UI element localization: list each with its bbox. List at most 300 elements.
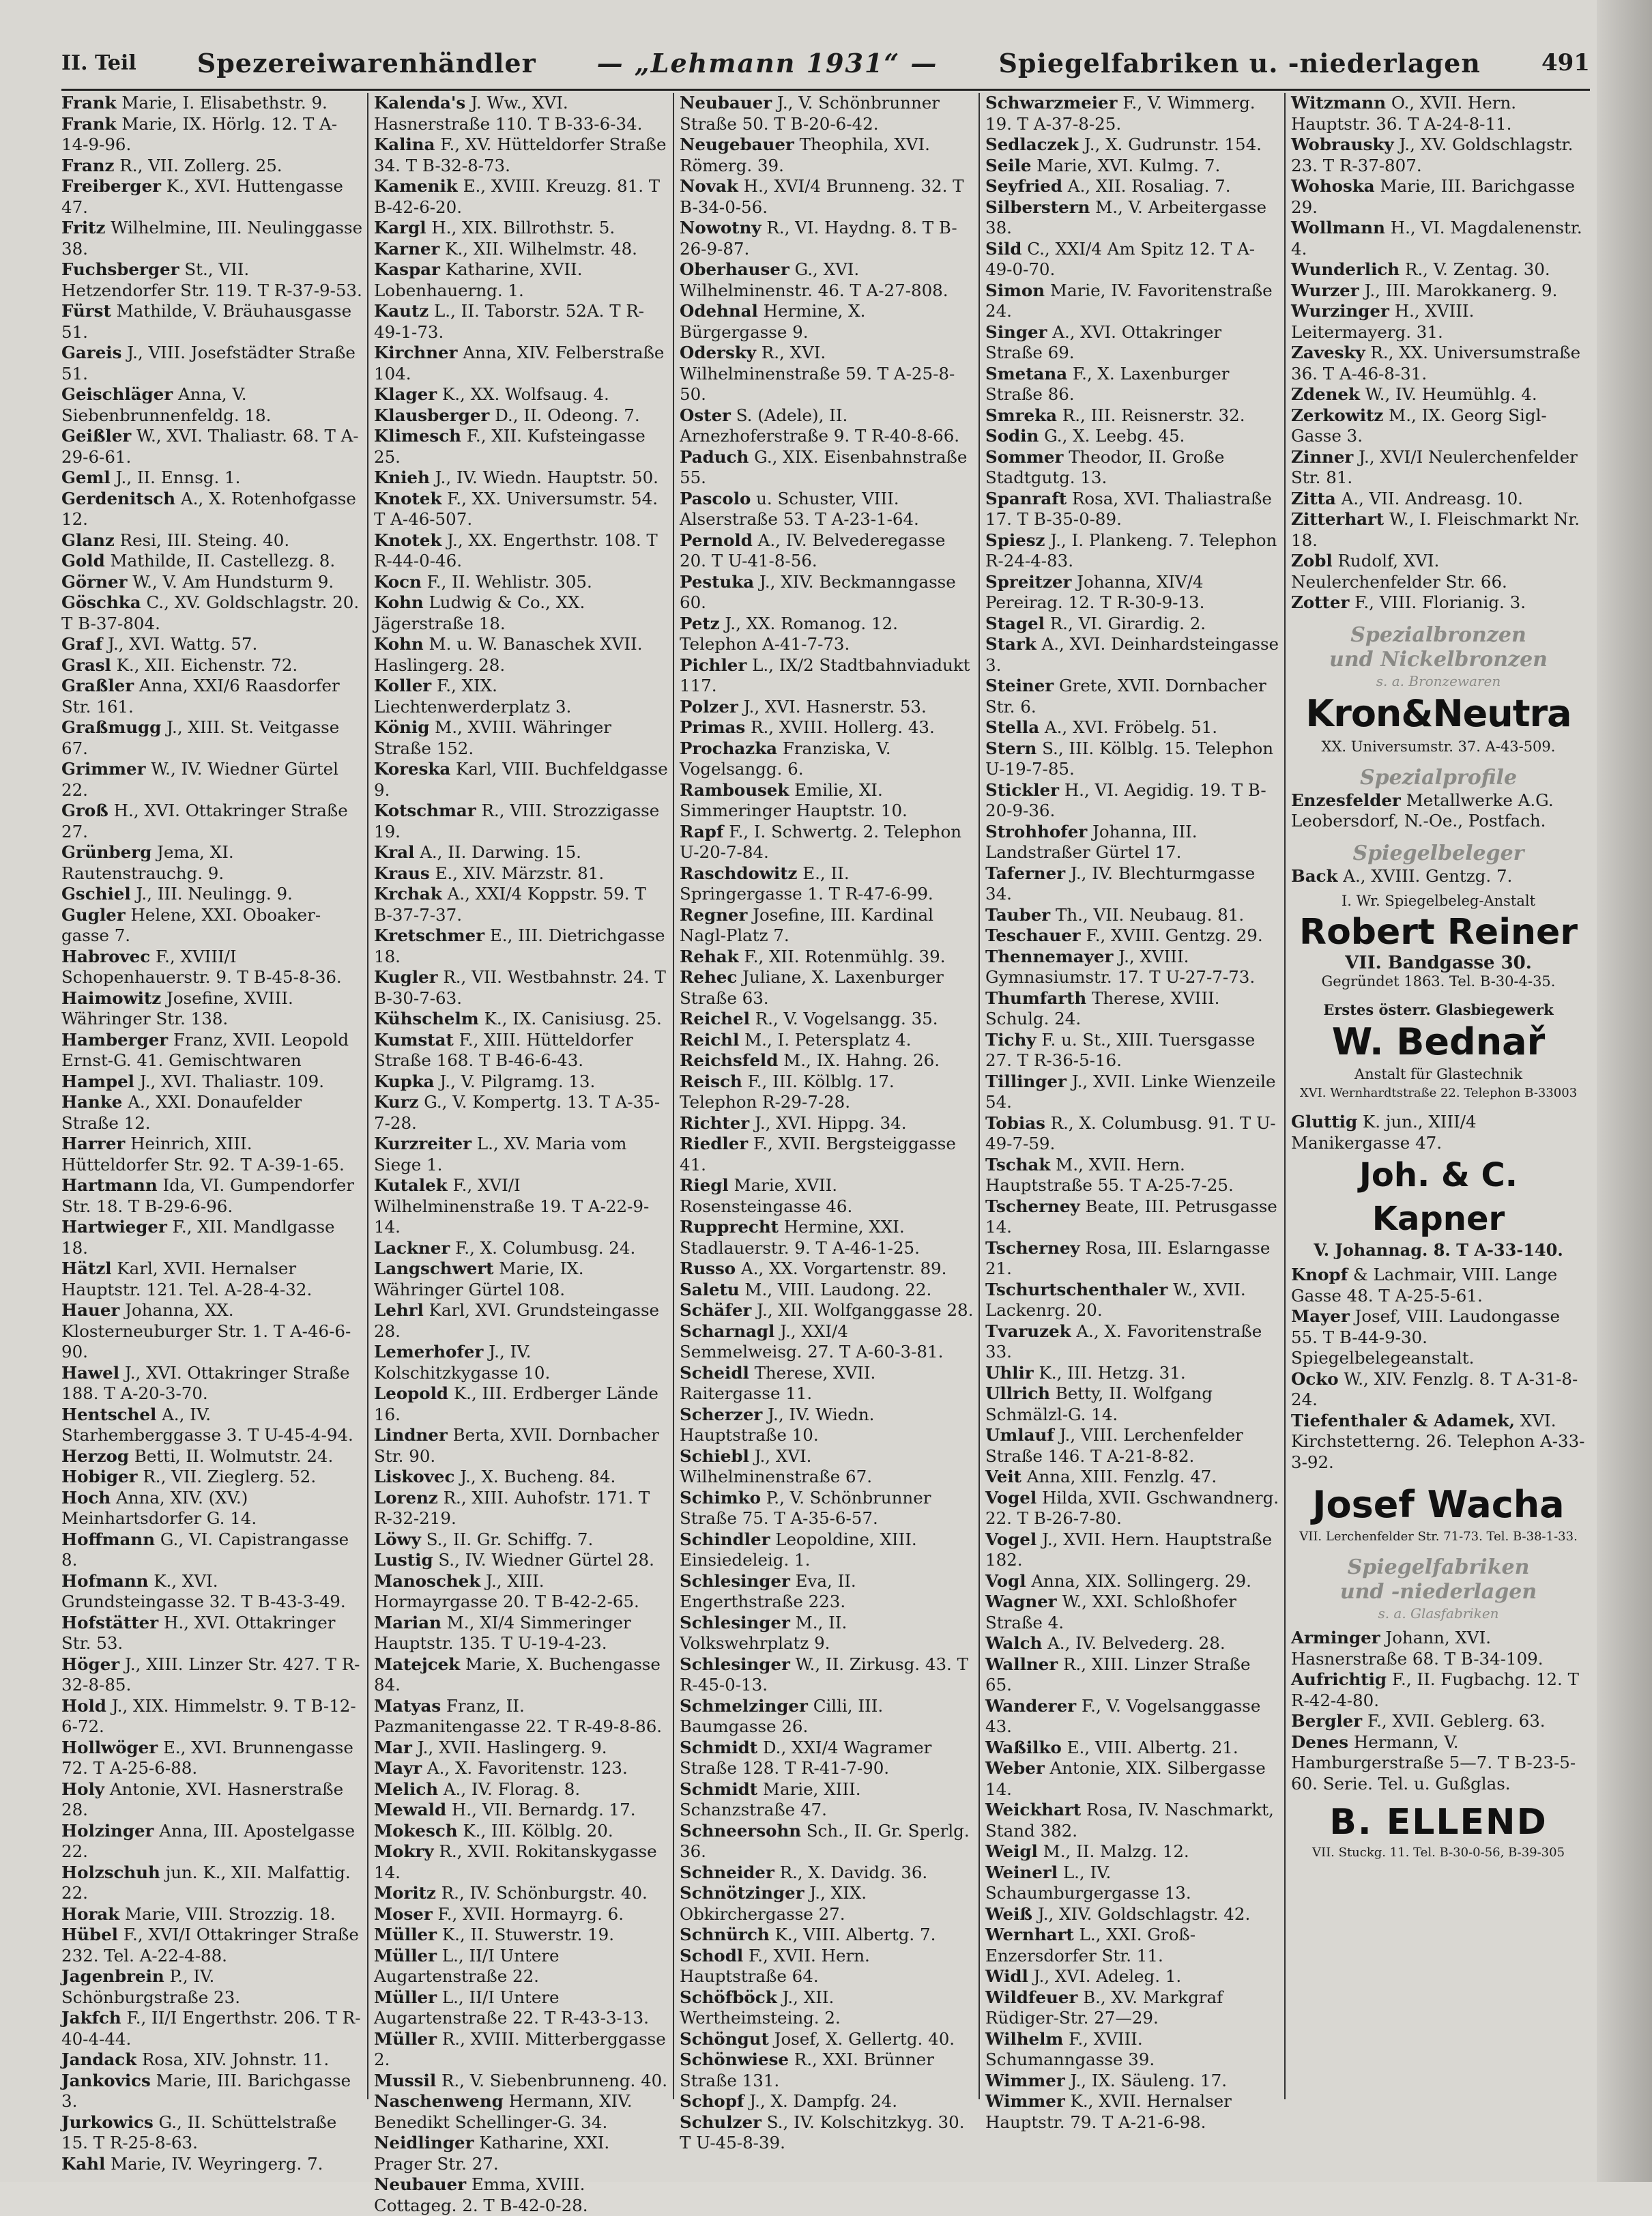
directory-entry xyxy=(374,1613,669,1654)
entry-name: Aufrichtig xyxy=(1291,1669,1387,1689)
directory-entry xyxy=(680,614,974,655)
entry-name: Kohn xyxy=(374,592,424,612)
entry-details: Betty, II. Wolfgang Schmälzl-G. 14. xyxy=(985,1383,1213,1424)
directory-entry xyxy=(985,925,1280,947)
entry-name: Leopold xyxy=(374,1383,449,1403)
entry-details: A., II. Darwing. 15. xyxy=(420,842,581,862)
directory-entry xyxy=(61,1217,363,1258)
directory-entry xyxy=(680,780,974,822)
entry-details: R., VII. Zieglerg. 52. xyxy=(143,1467,317,1486)
section-spiegelfabriken-see: s. a. Glasfabriken xyxy=(1378,1605,1499,1622)
entry-name: Kaspar xyxy=(374,259,440,279)
directory-entry xyxy=(374,842,669,863)
page-edge-shadow xyxy=(1597,0,1652,2182)
entry-details: W., XXI. Schloßhofer Straße 4. xyxy=(985,1592,1236,1632)
directory-entry xyxy=(985,1321,1280,1363)
directory-entry xyxy=(680,2091,974,2112)
entry-details: F., XVIII/I Schopenhauerstr. 9. T B-45-8-36. xyxy=(61,946,342,987)
entry-details: Ida, VI. Gumpendorfer Str. 18. T B-29-6-96. xyxy=(61,1175,354,1216)
entry-name: Mayr xyxy=(374,1758,422,1778)
directory-entry xyxy=(374,1342,669,1383)
entry-details: Emma, XVIII. Cottageg. 2. T B-42-0-28. xyxy=(374,2174,588,2215)
entry-name: Kutalek xyxy=(374,1175,448,1195)
directory-entry xyxy=(985,134,1280,156)
directory-entry xyxy=(1291,447,1586,489)
directory-entry xyxy=(680,1050,974,1071)
ad-wacha-brand: Josef Wacha xyxy=(1312,1483,1565,1526)
directory-entry xyxy=(680,1134,974,1175)
directory-entry xyxy=(680,1488,974,1529)
ad-bednar-line1: Anstalt für Glastechnik xyxy=(1354,1066,1523,1082)
entry-details: K., IX. Canisiusg. 25. xyxy=(484,1009,662,1028)
directory-entry xyxy=(1291,343,1586,384)
directory-entry xyxy=(61,93,363,114)
entry-name: Hanke xyxy=(61,1092,123,1112)
entry-details: Anna, XIV. Felberstraße 104. xyxy=(374,343,665,384)
entry-name: Schimko xyxy=(680,1487,761,1508)
entry-details: R., XVIII. Mitterberggasse 2. xyxy=(374,2028,666,2069)
entry-name: Tscherney xyxy=(985,1237,1080,1258)
directory-entry xyxy=(680,967,974,1009)
directory-entry xyxy=(985,1030,1280,1071)
entry-details: K., XX. Wolfsaug. 4. xyxy=(441,384,609,404)
entry-details: E., XVI. Brunnengasse 72. T A-25-6-88. xyxy=(61,1737,353,1778)
entry-name: Wallner xyxy=(985,1654,1058,1674)
entry-details: Josefine, III. Kardinal Nagl-Platz 7. xyxy=(680,904,933,945)
entry-name: Müller xyxy=(374,2028,437,2049)
entry-details: K., VIII. Albertg. 7. xyxy=(774,1925,936,1944)
entry-name: Jurkowics xyxy=(61,2112,154,2132)
directory-entry xyxy=(61,1258,363,1300)
entry-details: F., XVII. Geblerg. 63. xyxy=(1367,1711,1546,1731)
directory-entry xyxy=(1291,134,1586,176)
directory-entry xyxy=(61,947,363,988)
entry-name: Matyas xyxy=(374,1695,441,1716)
entry-details: G., XIX. Eisenbahnstraße 55. xyxy=(680,446,968,487)
section-left-title: Spezereiwarenhändler xyxy=(197,47,536,78)
entry-name: Novak xyxy=(680,176,738,196)
entry-details: L., XXI. Groß-Enzersdorfer Str. 11. xyxy=(985,1925,1195,1966)
entry-name: Hofmann xyxy=(61,1570,149,1591)
entry-name: Wobrausky xyxy=(1291,134,1394,154)
entry-name: Pestuka xyxy=(680,571,755,592)
entry-name: Haimowitz xyxy=(61,988,162,1008)
entry-details: R., XX. Universumstraße 36. T A-46-8-31. xyxy=(1291,343,1581,384)
directory-entry xyxy=(1291,1669,1586,1711)
directory-entry xyxy=(374,1800,669,1821)
directory-entry xyxy=(374,863,669,884)
directory-entry xyxy=(985,634,1280,676)
ad-kapner-brand: Joh. & C. Kapner xyxy=(1359,1156,1518,1238)
entry-details: J., XII. Wolfganggasse 28. xyxy=(757,1300,974,1320)
entry-name: Moser xyxy=(374,1903,433,1924)
entry-details: R., V. Zentag. 30. xyxy=(1404,259,1550,279)
entry-name: Schindler xyxy=(680,1529,770,1549)
directory-entry xyxy=(1291,384,1586,405)
directory-entry xyxy=(374,572,669,593)
directory-entry xyxy=(1291,1265,1586,1306)
ad-spezialbronzen-heading-1: Spezialbronzen xyxy=(1350,622,1526,647)
entry-name: Scheidl xyxy=(680,1362,749,1383)
entry-name: Gold xyxy=(61,551,105,571)
directory-entry xyxy=(61,1488,363,1529)
directory-entry xyxy=(374,2174,669,2216)
entry-details: A., IV. Florag. 8. xyxy=(443,1779,581,1799)
directory-entry xyxy=(374,1092,669,1134)
entry-name: Reisch xyxy=(680,1071,742,1091)
entry-details: Rosa, XVI. Thaliastraße 17. T B-35-0-89. xyxy=(985,488,1272,529)
directory-entry xyxy=(374,405,669,427)
entry-name: Fritz xyxy=(61,218,106,238)
entry-details: J., XIII. Hormayrgasse 20. T B-42-2-65. xyxy=(374,1570,639,1611)
directory-entry xyxy=(374,1821,669,1842)
directory-entry xyxy=(61,1738,363,1779)
entry-details: M., II. Malzg. 12. xyxy=(1043,1841,1189,1861)
entry-gluttig: Gluttig K. jun., XIII/4 Manikergasse 47. xyxy=(1291,1112,1477,1153)
entry-details: Anna, XIII. Fenzlg. 47. xyxy=(1026,1467,1217,1486)
entry-details: J., IV. Wiedn. Hauptstraße 10. xyxy=(680,1404,875,1445)
directory-entry xyxy=(374,1883,669,1904)
entry-details: Marie, X. Buchengasse 84. xyxy=(374,1654,661,1695)
entry-name: Scherzer xyxy=(680,1404,763,1424)
directory-entry xyxy=(680,1529,974,1571)
entry-details: J., XX. Romanog. 12. Telephon A-41-7-73. xyxy=(680,613,898,654)
directory-entry xyxy=(61,114,363,156)
directory-entry xyxy=(985,1488,1280,1529)
entry-name: Freiberger xyxy=(61,176,162,196)
entry-details: Hermann, XIV. Benedikt Schellinger-G. 34. xyxy=(374,2091,633,2132)
entry-name: Schöfböck xyxy=(680,1987,777,2007)
entry-name: Grimmer xyxy=(61,759,146,779)
entry-details: Marie, IV. Favoritenstraße 24. xyxy=(985,280,1273,321)
directory-entry xyxy=(680,1571,974,1613)
entry-details: Hilda, XVII. Gschwandnerg. 22. T B-26-7-80. xyxy=(985,1487,1279,1528)
entry-name: Hoch xyxy=(61,1487,111,1508)
directory-entry xyxy=(985,1383,1280,1425)
directory-entry xyxy=(680,822,974,863)
entry-name: Schneider xyxy=(680,1862,774,1882)
directory-entry xyxy=(1291,1732,1586,1795)
entry-name: Stella xyxy=(985,717,1040,737)
entry-name: Geißler xyxy=(61,426,132,446)
entry-details: u. Schuster, VIII. Alserstraße 53. T A-23-1-64. xyxy=(680,488,919,529)
entry-name: Tillinger xyxy=(985,1071,1067,1091)
entry-name: Koreska xyxy=(374,759,451,779)
entry-name: Müller xyxy=(374,1925,437,1944)
entry-details: Hermine, X. Bürgergasse 9. xyxy=(680,301,866,342)
entry-name: Hätzl xyxy=(61,1258,112,1278)
entry-name: Oberhauser xyxy=(680,259,789,279)
entry-details: J., III. Neulingg. 9. xyxy=(136,884,293,904)
entry-details: S., IV. Kolschitzkyg. 30. T U-45-8-39. xyxy=(680,2112,965,2153)
directory-entry xyxy=(985,405,1280,427)
entry-back: Back A., XVIII. Gentzg. 7. xyxy=(1291,865,1513,886)
entry-details: P., V. Schönbrunner Straße 75. T A-35-6-57. xyxy=(680,1487,931,1528)
section-spiegelfabriken-2: und -niederlagen xyxy=(1339,1580,1537,1604)
directory-entry xyxy=(374,489,669,530)
directory-entry xyxy=(374,717,669,759)
entry-name: Umlauf xyxy=(985,1425,1054,1445)
directory-entry xyxy=(680,1258,974,1280)
entry-name: Gerdenitsch xyxy=(61,488,176,508)
directory-entry xyxy=(1291,1306,1586,1369)
entry-name: Herzog xyxy=(61,1445,130,1466)
directory-entry xyxy=(680,697,974,718)
entry-details: R., XVIII. Hollerg. 43. xyxy=(751,717,935,737)
entry-details: Franz, XVII. Leopold Ernst-G. 41. Gemischtwaren xyxy=(61,1029,349,1070)
directory-entry xyxy=(374,1238,669,1259)
entry-name: Wernhart xyxy=(985,1925,1074,1944)
entry-details: K., XII. Wilhelmstr. 48. xyxy=(445,238,637,259)
entry-name: Marian xyxy=(374,1612,441,1632)
directory-entry xyxy=(61,384,363,426)
entry-name: Russo xyxy=(680,1258,736,1278)
entry-name: Naschenweng xyxy=(374,2091,504,2111)
directory-entry xyxy=(985,1862,1280,1904)
directory-entry xyxy=(61,676,363,717)
directory-entry xyxy=(985,1592,1280,1633)
entry-details: E., XIV. Märzstr. 81. xyxy=(435,863,605,883)
directory-entry xyxy=(374,884,669,925)
entry-name: Tscherney xyxy=(985,1196,1080,1216)
directory-entry xyxy=(61,1405,363,1446)
entry-name: Lustig xyxy=(374,1550,433,1570)
entry-details: Josef, X. Gellertg. 40. xyxy=(774,2028,955,2049)
entry-details: H., VI. Magdalenenstr. 4. xyxy=(1291,218,1582,259)
entry-name: Kalenda's xyxy=(374,93,466,113)
entry-name: Rehak xyxy=(680,946,739,966)
entry-name: Lehrl xyxy=(374,1300,424,1320)
directory-entry xyxy=(680,176,974,218)
directory-entry xyxy=(374,1425,669,1467)
entry-details: E., XVIII. Kreuzg. 81. T B-42-6-20. xyxy=(374,176,661,217)
directory-entry xyxy=(61,1030,363,1071)
entry-name: Schäfer xyxy=(680,1300,752,1320)
entry-name: Strohhofer xyxy=(985,821,1088,841)
entry-details: H., VI. Aegidig. 19. T B-20-9-36. xyxy=(985,779,1266,820)
entry-name: Kraus xyxy=(374,863,430,883)
entry-details: Therese, XVIII. Schulg. 24. xyxy=(985,988,1220,1028)
entry-name: Arminger xyxy=(1291,1628,1380,1647)
entries-mid xyxy=(1291,1265,1586,1473)
entry-details: J., XVI/I Neulerchenfelder Str. 81. xyxy=(1291,446,1578,487)
directory-entry xyxy=(985,93,1280,134)
entry-name: Schmelzinger xyxy=(680,1695,808,1716)
directory-entry xyxy=(680,1946,974,1987)
entry-details: R., VI. Haydng. 8. T B-26-9-87. xyxy=(680,218,957,259)
directory-entry xyxy=(680,405,974,447)
directory-entry xyxy=(374,1904,669,1925)
directory-entry xyxy=(374,967,669,1009)
entry-details: & Lachmair, VIII. Lange Gasse 48. T A-25-5-61. xyxy=(1291,1265,1558,1306)
entry-name: Wildfeuer xyxy=(985,1987,1078,2007)
entry-details: R., XXI. Brünner Straße 131. xyxy=(680,2049,934,2090)
entry-name: Jagenbrein xyxy=(61,1966,164,1986)
entry-details: K., III. Hetzg. 31. xyxy=(1039,1362,1186,1383)
entry-details: J., I. Plankeng. 7. Telephon R-24-4-83. xyxy=(985,530,1277,571)
entry-name: Riedler xyxy=(680,1134,749,1153)
directory-entry xyxy=(61,905,363,947)
entry-details: E., II. Springergasse 1. T R-47-6-99. xyxy=(680,863,933,904)
directory-entry xyxy=(374,2071,669,2092)
entry-name: Neubauer xyxy=(680,93,772,113)
entry-details: Cilli, III. Baumgasse 26. xyxy=(680,1695,884,1736)
entry-name: Frank xyxy=(61,113,117,134)
entry-name: Groß xyxy=(61,801,108,820)
directory-entry xyxy=(61,842,363,884)
entry-name: Schopf xyxy=(680,2091,744,2111)
entry-name: Polzer xyxy=(680,696,738,717)
entry-name: Hampel xyxy=(61,1071,134,1091)
directory-entry xyxy=(985,280,1280,322)
column-1 xyxy=(61,93,367,2174)
entry-details: A., IV. Starhemberggasse 3. T U-45-4-94. xyxy=(61,1404,353,1445)
entry-details: Jema, XI. Rautenstrauchg. 9. xyxy=(61,842,234,883)
entry-details: M., VIII. Laudong. 22. xyxy=(744,1279,932,1299)
directory-entry xyxy=(1291,218,1586,259)
entry-name: Saletu xyxy=(680,1279,740,1299)
entry-name: Knotek xyxy=(374,530,442,550)
directory-entry xyxy=(61,1363,363,1405)
entry-name: Smetana xyxy=(985,363,1068,384)
entry-name: Sommer xyxy=(985,446,1064,467)
entry-details: Rosa, IV. Naschmarkt, Stand 382. xyxy=(985,1800,1274,1841)
entry-name: Hawel xyxy=(61,1362,120,1383)
entry-details: Hermann, V. Hamburgerstraße 5—7. T B-23-5-60. Serie. Tel. u. Gußglas. xyxy=(1291,1731,1576,1794)
directory-entry xyxy=(61,1092,363,1134)
entry-name: Mussil xyxy=(374,2070,437,2090)
entry-details: Johanna, XIV/4 Pereirag. 12. T R-30-9-13. xyxy=(985,571,1205,612)
entry-name: Kirchner xyxy=(374,343,458,362)
entry-details: G., V. Kompertg. 13. T A-35-7-28. xyxy=(374,1092,661,1133)
ad-bednar-brand: W. Bednař xyxy=(1331,1020,1546,1063)
entry-details: B., XV. Markgraf Rüdiger-Str. 27—29. xyxy=(985,1987,1223,2028)
entry-details: J., V. Pilgramg. 13. xyxy=(439,1071,596,1091)
directory-entry xyxy=(985,780,1280,822)
entry-details: J., III. Marokkanerg. 9. xyxy=(1364,280,1558,300)
entry-details: C., XXI/4 Am Spitz 12. T A-49-0-70. xyxy=(985,238,1256,279)
directory-entry xyxy=(985,197,1280,239)
entry-details: H., XVI/4 Brunneng. 32. T B-34-0-56. xyxy=(680,176,964,217)
directory-entry xyxy=(985,364,1280,405)
directory-entry xyxy=(985,1987,1280,2029)
entry-details: R., XVI. Wilhelminenstraße 59. T A-25-8-50. xyxy=(680,343,955,404)
entry-name: Zdenek xyxy=(1291,384,1360,404)
directory-entry xyxy=(61,530,363,551)
entry-details: W., XIV. Fenzlg. 8. T A-31-8-24. xyxy=(1291,1368,1578,1409)
entry-details: J., XV. Goldschlagstr. 23. T R-37-807. xyxy=(1291,134,1574,175)
entry-details: Josef, VIII. Laudongasse 55. T B-44-9-30. Spiegelbelegeanstalt. xyxy=(1291,1306,1561,1368)
entry-details: Franziska, V. Vogelsangg. 6. xyxy=(680,738,891,779)
entry-name: Göschka xyxy=(61,592,141,612)
entry-name: Taferner xyxy=(985,863,1066,883)
entry-details: Marie, VIII. Strozzig. 18. xyxy=(125,1903,336,1924)
entry-name: Gschiel xyxy=(61,884,131,904)
entry-details: F., X. Columbusg. 24. xyxy=(455,1237,636,1258)
entry-details: J., II. Ennsg. 1. xyxy=(115,467,241,487)
entry-details: J., VIII. Josefstädter Straße 51. xyxy=(61,343,356,384)
entry-details: J., XVII. Linke Wienzeile 54. xyxy=(985,1071,1276,1112)
directory-entry xyxy=(61,572,363,593)
entry-details: F., XVIII. Schumanngasse 39. xyxy=(985,2028,1155,2069)
entry-details: H., XIX. Billrothstr. 5. xyxy=(431,218,615,238)
directory-entry xyxy=(985,1113,1280,1155)
directory-entry xyxy=(374,2133,669,2174)
directory-entry xyxy=(985,1800,1280,1841)
directory-entry xyxy=(374,2091,669,2133)
directory-entry xyxy=(61,1446,363,1467)
entry-details: S., II. Gr. Schiffg. 7. xyxy=(426,1529,594,1549)
entry-details: Therese, XVII. Raitergasse 11. xyxy=(680,1362,876,1403)
entry-name: Mokry xyxy=(374,1841,434,1861)
directory-entry xyxy=(1291,489,1586,510)
directory-entry xyxy=(61,988,363,1030)
entry-name: Reichel xyxy=(680,1009,750,1028)
directory-entry xyxy=(680,905,974,947)
entry-name: Harrer xyxy=(61,1134,126,1153)
entry-name: Silberstern xyxy=(985,197,1090,217)
entry-details: J., XVI. Adeleg. 1. xyxy=(1033,1966,1182,1986)
entry-name: Schwarzmeier xyxy=(985,93,1118,113)
entry-details: F., II. Fugbachg. 12. T R-42-4-80. xyxy=(1291,1669,1579,1710)
entry-name: Hoffmann xyxy=(61,1529,156,1549)
section-spiegelbeleger: Spiegelbeleger xyxy=(1352,841,1524,865)
entry-name: Graßler xyxy=(61,676,134,695)
entry-name: Jandack xyxy=(61,2049,137,2069)
entry-details: J., XVI. Hasnerstr. 53. xyxy=(743,696,927,717)
directory-entry xyxy=(985,489,1280,530)
directory-entry xyxy=(680,2049,974,2091)
entry-details: F., XII. Mandlgasse 18. xyxy=(61,1217,335,1258)
entry-name: Tichy xyxy=(985,1029,1037,1050)
entry-name: Pernold xyxy=(680,530,753,550)
entry-name: Stagel xyxy=(985,613,1045,633)
entry-name: Schnürch xyxy=(680,1925,770,1944)
directory-entry xyxy=(61,1779,363,1821)
directory-entry xyxy=(1291,509,1586,551)
directory-entry xyxy=(680,1738,974,1779)
entry-details: Karl, XVI. Grundsteingasse 28. xyxy=(374,1300,660,1341)
entry-details: A., XVI. Ottakringer Straße 69. xyxy=(985,321,1222,362)
directory-entry xyxy=(374,676,669,717)
entry-details: R., XIII. Linzer Straße 65. xyxy=(985,1654,1251,1695)
entry-details: W., IV. Heumühlg. 4. xyxy=(1365,384,1537,404)
entry-name: Kargl xyxy=(374,218,426,238)
directory-entry xyxy=(985,176,1280,197)
entry-details: W., I. Fleischmarkt Nr. 18. xyxy=(1291,509,1580,550)
entry-name: Mar xyxy=(374,1737,412,1757)
directory-entry xyxy=(61,884,363,905)
directory-entry xyxy=(374,1696,669,1738)
directory-entry xyxy=(680,1613,974,1654)
ad-reiner-note: Gegründet 1863. Tel. B-30-4-35. xyxy=(1321,973,1556,990)
entry-details: J., XIII. St. Veitgasse 67. xyxy=(61,717,340,758)
directory-entry xyxy=(985,1238,1280,1280)
entry-name: Fuchsberger xyxy=(61,259,179,279)
entry-details: F., XVI/I Wilhelminenstraße 19. T A-22-9-14. xyxy=(374,1175,650,1237)
entry-name: Geml xyxy=(61,467,111,487)
directory-entry xyxy=(61,655,363,676)
entry-name: Liskovec xyxy=(374,1467,455,1486)
entry-name: Franz xyxy=(61,155,115,175)
entry-details: Johanna, XX. Klosterneuburger Str. 1. T A-46-6-90. xyxy=(61,1300,351,1362)
entry-details: A., VII. Andreasg. 10. xyxy=(1341,488,1523,508)
directory-entry xyxy=(61,634,363,655)
entry-details: J., XVI. Wilhelminenstraße 67. xyxy=(680,1445,873,1486)
entry-name: Wanderer xyxy=(985,1695,1077,1716)
entry-name: Karner xyxy=(374,238,440,259)
directory-entry xyxy=(374,1925,669,1946)
